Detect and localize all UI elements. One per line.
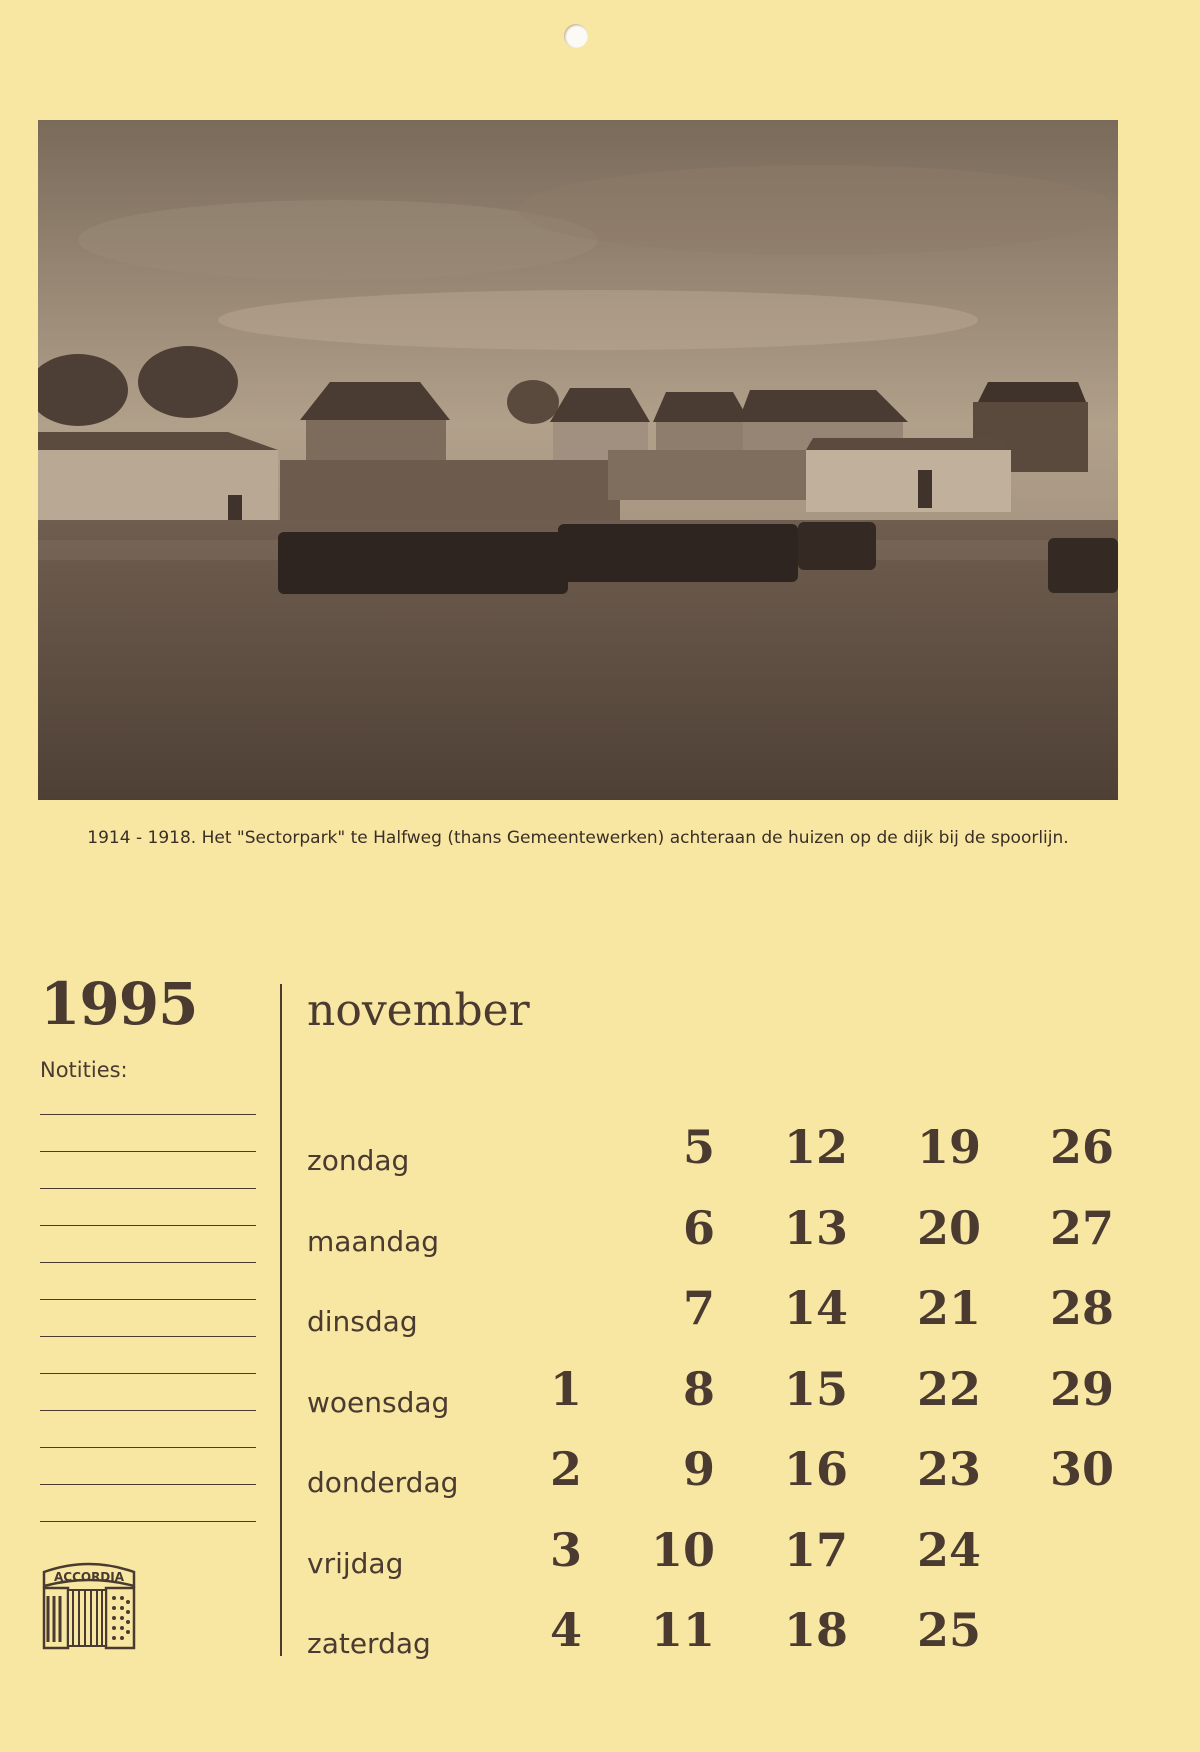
date-cell: 27 bbox=[1049, 1200, 1114, 1255]
notes-lines bbox=[40, 1114, 256, 1558]
date-cell: 5 bbox=[682, 1120, 715, 1174]
date-cell: 26 bbox=[1049, 1120, 1114, 1174]
date-cell: 9 bbox=[682, 1442, 715, 1496]
note-line bbox=[40, 1484, 256, 1521]
day-name: zondag bbox=[307, 1144, 410, 1177]
note-line bbox=[40, 1188, 256, 1225]
week-row-tuesday bbox=[307, 1275, 1127, 1356]
note-line bbox=[40, 1262, 256, 1299]
hanging-hole bbox=[564, 24, 588, 48]
calendar-grid bbox=[307, 1114, 1127, 1678]
note-line bbox=[40, 1410, 256, 1447]
date-cell: 30 bbox=[1049, 1442, 1114, 1496]
date-cell: 28 bbox=[1049, 1281, 1114, 1335]
photo-caption: 1914 - 1918. Het "Sectorpark" te Halfweg (thans Gemeentewerken) achteraan de huizen op de dijk bij de spoorlijn. bbox=[87, 828, 1069, 848]
date-cell: 23 bbox=[916, 1442, 981, 1496]
date-cell: 15 bbox=[783, 1361, 848, 1416]
date-cell: 10 bbox=[650, 1522, 715, 1577]
date-cell: 22 bbox=[916, 1361, 981, 1416]
week-row-wednesday bbox=[307, 1356, 1127, 1437]
date-cell: 19 bbox=[916, 1120, 981, 1174]
week-row-friday bbox=[307, 1517, 1127, 1598]
date-cell: 29 bbox=[1049, 1361, 1114, 1416]
date-cell: 25 bbox=[916, 1603, 981, 1657]
note-line bbox=[40, 1151, 256, 1188]
date-cell: 1 bbox=[549, 1361, 582, 1416]
date-cell: 11 bbox=[650, 1603, 715, 1657]
day-name: vrijdag bbox=[307, 1546, 404, 1580]
date-cell: 13 bbox=[783, 1200, 848, 1255]
calendar-year: 1995 bbox=[40, 970, 198, 1038]
week-row-thursday bbox=[307, 1436, 1127, 1517]
svg-text:ACCORDIA: ACCORDIA bbox=[53, 1570, 125, 1584]
week-row-saturday bbox=[307, 1597, 1127, 1678]
note-line bbox=[40, 1336, 256, 1373]
note-line bbox=[40, 1114, 256, 1151]
day-name: donderdag bbox=[307, 1466, 459, 1499]
note-line bbox=[40, 1447, 256, 1484]
note-line bbox=[40, 1299, 256, 1336]
day-name: woensdag bbox=[307, 1385, 450, 1419]
month-name: november bbox=[307, 985, 530, 1036]
date-cell: 4 bbox=[549, 1603, 582, 1657]
date-cell: 3 bbox=[549, 1522, 582, 1577]
day-name: zaterdag bbox=[307, 1627, 431, 1660]
date-cell: 12 bbox=[783, 1120, 848, 1174]
notes-label: Notities: bbox=[40, 1058, 128, 1082]
week-row-monday bbox=[307, 1195, 1127, 1276]
date-cell: 18 bbox=[783, 1603, 848, 1657]
date-cell: 20 bbox=[916, 1200, 981, 1255]
date-cell: 8 bbox=[682, 1361, 715, 1416]
date-cell: 7 bbox=[682, 1281, 715, 1335]
date-cell: 24 bbox=[916, 1522, 981, 1577]
note-line bbox=[40, 1225, 256, 1262]
day-name: dinsdag bbox=[307, 1305, 418, 1338]
accordia-logo-icon bbox=[36, 1550, 142, 1656]
note-line bbox=[40, 1373, 256, 1410]
date-cell: 6 bbox=[682, 1200, 715, 1255]
day-name: maandag bbox=[307, 1224, 440, 1258]
date-cell: 14 bbox=[783, 1281, 848, 1335]
date-cell: 16 bbox=[783, 1442, 848, 1496]
date-cell: 17 bbox=[783, 1522, 848, 1577]
date-cell: 2 bbox=[549, 1442, 582, 1496]
date-cell: 21 bbox=[916, 1281, 981, 1335]
week-row-sunday bbox=[307, 1114, 1127, 1195]
vertical-divider bbox=[280, 984, 282, 1656]
historic-photo bbox=[38, 120, 1118, 800]
